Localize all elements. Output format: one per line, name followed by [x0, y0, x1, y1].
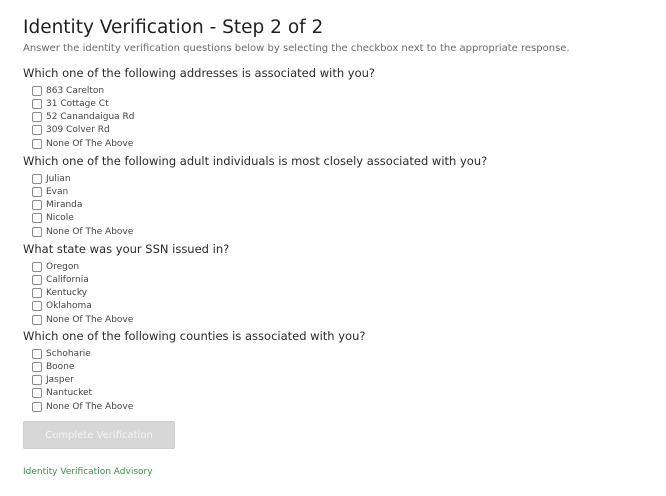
question-ssn-state: [23, 242, 653, 326]
option-label: Julian: [46, 173, 71, 184]
option-label: None Of The Above: [46, 138, 134, 149]
checkbox[interactable]: [32, 139, 42, 149]
option-52-canandaigua-rd[interactable]: [32, 111, 653, 124]
option-julian[interactable]: [32, 172, 653, 185]
options-list: [32, 347, 653, 413]
complete-verification-button[interactable]: Complete Verification: [23, 421, 175, 449]
checkbox[interactable]: [32, 301, 42, 311]
checkbox[interactable]: [32, 349, 42, 359]
checkbox[interactable]: [32, 388, 42, 398]
option-nantucket[interactable]: [32, 387, 653, 400]
option-california[interactable]: [32, 273, 653, 286]
option-label: None Of The Above: [46, 314, 134, 325]
option-label: 31 Cottage Ct: [46, 98, 109, 109]
option-label: Schoharie: [46, 348, 91, 359]
option-nicole[interactable]: [32, 212, 653, 225]
checkbox[interactable]: [32, 288, 42, 298]
question-text: Which one of the following addresses is associated with you?: [23, 66, 376, 80]
checkbox[interactable]: [32, 187, 42, 197]
option-none-of-the-above[interactable]: [32, 137, 653, 150]
options-list: [32, 172, 653, 238]
option-jasper[interactable]: [32, 374, 653, 387]
options-list: [32, 260, 653, 326]
option-oklahoma[interactable]: [32, 300, 653, 313]
question-addresses: [23, 66, 653, 150]
option-schoharie[interactable]: [32, 347, 653, 360]
question-text: Which one of the following adult individuals is most closely associated with you?: [23, 154, 488, 168]
checkbox[interactable]: [32, 402, 42, 412]
option-label: 309 Colver Rd: [46, 125, 110, 136]
question-adult-individuals: [23, 154, 653, 238]
checkbox[interactable]: [32, 362, 42, 372]
option-label: Oregon: [46, 261, 80, 272]
option-label: None Of The Above: [46, 226, 134, 237]
checkbox[interactable]: [32, 86, 42, 96]
checkbox[interactable]: [32, 315, 42, 325]
option-label: Nantucket: [46, 388, 93, 399]
checkbox[interactable]: [32, 125, 42, 135]
checkbox[interactable]: [32, 262, 42, 272]
option-label: Nicole: [46, 213, 74, 224]
checkbox[interactable]: [32, 112, 42, 122]
checkbox[interactable]: [32, 200, 42, 210]
checkbox[interactable]: [32, 174, 42, 184]
option-863-carelton[interactable]: [32, 84, 653, 97]
option-label: 52 Canandaigua Rd: [46, 112, 135, 123]
option-label: California: [46, 274, 89, 285]
option-label: Jasper: [46, 375, 74, 386]
option-evan[interactable]: [32, 185, 653, 198]
option-boone[interactable]: [32, 360, 653, 373]
checkbox[interactable]: [32, 375, 42, 385]
option-kentucky[interactable]: [32, 287, 653, 300]
options-list: [32, 84, 653, 150]
option-label: Miranda: [46, 200, 83, 211]
option-label: None Of The Above: [46, 401, 134, 412]
option-label: Oklahoma: [46, 301, 92, 312]
option-label: 863 Carelton: [46, 85, 105, 96]
option-309-colver-rd[interactable]: [32, 124, 653, 137]
option-none-of-the-above[interactable]: [32, 400, 653, 413]
question-text: Which one of the following counties is associated with you?: [23, 329, 366, 343]
option-none-of-the-above[interactable]: [32, 313, 653, 326]
page-title: Identity Verification - Step 2 of 2: [23, 17, 324, 38]
checkbox[interactable]: [32, 213, 42, 223]
option-miranda[interactable]: [32, 199, 653, 212]
option-label: Boone: [46, 361, 75, 372]
question-text: What state was your SSN issued in?: [23, 242, 230, 256]
checkbox[interactable]: [32, 275, 42, 285]
checkbox[interactable]: [32, 99, 42, 109]
page-subtitle: Answer the identity verification questions below by selecting the checkbox next to the appropriate response.: [23, 43, 570, 54]
identity-verification-advisory-link[interactable]: Identity Verification Advisory: [23, 467, 153, 477]
option-label: Evan: [46, 186, 69, 197]
question-counties: [23, 329, 653, 413]
option-label: Kentucky: [46, 288, 88, 299]
option-oregon[interactable]: [32, 260, 653, 273]
checkbox[interactable]: [32, 227, 42, 237]
option-none-of-the-above[interactable]: [32, 225, 653, 238]
option-31-cottage-ct[interactable]: [32, 97, 653, 110]
